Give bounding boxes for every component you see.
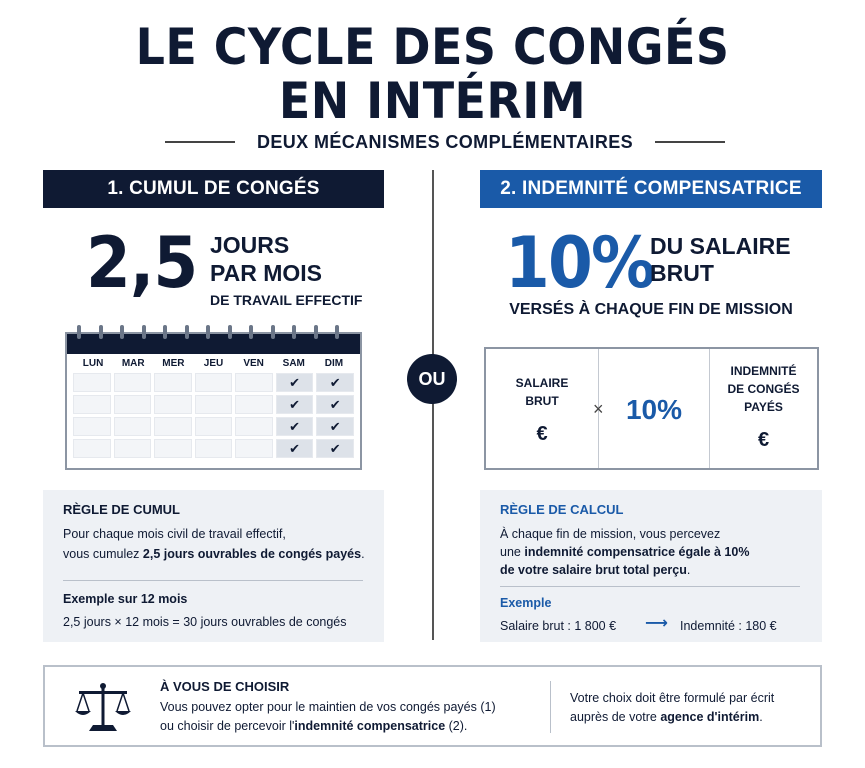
left-rule-box bbox=[43, 490, 384, 642]
calendar-cell bbox=[195, 439, 233, 458]
calendar-cell bbox=[195, 373, 233, 392]
calendar-day-label: DIM bbox=[324, 358, 344, 369]
calendar-ring bbox=[120, 325, 124, 339]
right-rule-text-2: une indemnité compensatrice égale à 10% bbox=[500, 545, 750, 559]
calendar-cell bbox=[73, 373, 111, 392]
right-rule-title: RÈGLE DE CALCUL bbox=[500, 502, 624, 517]
calendar-cell bbox=[114, 373, 152, 392]
check-icon: ✔ bbox=[276, 373, 314, 392]
left-header: 1. CUMUL DE CONGÉS bbox=[43, 170, 384, 208]
right-rule-text-1: À chaque fin de mission, vous percevez bbox=[500, 527, 721, 541]
choice-divider bbox=[550, 681, 551, 733]
right-example-right: Indemnité : 180 € bbox=[680, 619, 777, 633]
calendar-ring bbox=[335, 325, 339, 339]
page-title-line1: LE CYCLE DES CONGÉS bbox=[135, 18, 730, 76]
right-example-title: Exemple bbox=[500, 596, 552, 610]
page-subtitle: DEUX MÉCANISMES COMPLÉMENTAIRES bbox=[256, 132, 634, 152]
right-big-text-2: BRUT bbox=[650, 260, 714, 286]
formula-indemnity-label-2: DE CONGÉS bbox=[727, 382, 800, 396]
calendar-ring bbox=[228, 325, 232, 339]
choice-box bbox=[43, 665, 822, 747]
check-icon: ✔ bbox=[276, 439, 314, 458]
formula-rate-value: 10% bbox=[625, 394, 683, 425]
calendar-ring bbox=[163, 325, 167, 339]
calendar-cell bbox=[114, 395, 152, 414]
left-rule-text-1: Pour chaque mois civil de travail effectif, bbox=[63, 527, 286, 541]
calendar-cell bbox=[73, 395, 111, 414]
choice-note-1: Votre choix doit être formulé par écrit bbox=[570, 691, 775, 705]
calendar-ring bbox=[249, 325, 253, 339]
calendar-cell bbox=[154, 417, 192, 436]
right-big-text-1: DU SALAIRE bbox=[650, 233, 791, 259]
formula-col-salary bbox=[486, 349, 599, 468]
left-rule-text-2: vous cumulez 2,5 jours ouvrables de congés payés. bbox=[63, 547, 365, 561]
left-example-title: Exemple sur 12 mois bbox=[63, 592, 188, 606]
choice-note bbox=[570, 689, 774, 727]
formula-col-rate bbox=[593, 349, 709, 468]
calendar-day-label: LUN bbox=[82, 358, 104, 369]
scale-icon bbox=[73, 681, 133, 733]
calendar-ring bbox=[99, 325, 103, 339]
calendar-cell bbox=[235, 417, 273, 436]
right-example-arrow-icon: ⟶ bbox=[645, 615, 668, 632]
calendar-ring bbox=[206, 325, 210, 339]
calendar-ring bbox=[271, 325, 275, 339]
check-icon: ✔ bbox=[316, 439, 354, 458]
calendar-cell bbox=[154, 395, 192, 414]
calendar-ring bbox=[77, 325, 81, 339]
calendar-ring bbox=[292, 325, 296, 339]
left-big-text-2: PAR MOIS bbox=[210, 260, 323, 286]
calendar-illustration bbox=[65, 332, 362, 470]
calendar-day-label: MAR bbox=[121, 358, 145, 369]
right-example-left: Salaire brut : 1 800 € bbox=[500, 619, 617, 633]
calendar-rings bbox=[67, 325, 360, 341]
calendar-grid bbox=[67, 369, 360, 462]
check-icon: ✔ bbox=[316, 373, 354, 392]
formula-indemnity-label-1: INDEMNITÉ bbox=[730, 364, 797, 378]
formula-salary-label-1: SALAIRE bbox=[515, 376, 569, 390]
formula-box bbox=[484, 347, 819, 470]
formula-salary-euro: € bbox=[536, 423, 548, 445]
or-badge: OU bbox=[407, 354, 457, 404]
calendar-ring bbox=[314, 325, 318, 339]
check-icon: ✔ bbox=[276, 395, 314, 414]
calendar-ring bbox=[185, 325, 189, 339]
subtitle-rule-right bbox=[655, 141, 725, 143]
formula-salary-label-2: BRUT bbox=[525, 394, 559, 408]
check-icon: ✔ bbox=[316, 395, 354, 414]
calendar-cell bbox=[235, 439, 273, 458]
left-big-text-3: DE TRAVAIL EFFECTIF bbox=[210, 292, 363, 308]
calendar-header-bar bbox=[67, 334, 360, 354]
center-divider bbox=[432, 170, 434, 640]
left-rule-title: RÈGLE DE CUMUL bbox=[63, 502, 180, 517]
formula-times-operator: × bbox=[593, 399, 604, 419]
right-header: 2. INDEMNITÉ COMPENSATRICE bbox=[480, 170, 822, 208]
formula-indemnity-euro: € bbox=[757, 429, 770, 451]
calendar-day-label: JEU bbox=[203, 358, 224, 369]
page-title-line2: EN INTÉRIM bbox=[278, 72, 587, 130]
left-big-number: 2,5 bbox=[86, 222, 198, 304]
check-icon: ✔ bbox=[276, 417, 314, 436]
right-big-text-3: VERSÉS À CHAQUE FIN DE MISSION bbox=[509, 301, 793, 318]
choice-title: À VOUS DE CHOISIR bbox=[160, 679, 290, 694]
calendar-day-labels bbox=[67, 354, 360, 369]
calendar-cell bbox=[195, 395, 233, 414]
calendar-ring bbox=[142, 325, 146, 339]
right-rule-text-3: de votre salaire brut total perçu. bbox=[500, 563, 691, 577]
choice-text bbox=[160, 698, 496, 736]
right-big-number: 10% bbox=[505, 222, 654, 304]
calendar-cell bbox=[114, 439, 152, 458]
left-big-text-1: JOURS bbox=[210, 232, 290, 258]
right-rule-box bbox=[480, 490, 822, 642]
calendar-cell bbox=[235, 373, 273, 392]
calendar-cell bbox=[114, 417, 152, 436]
subtitle-block bbox=[165, 130, 725, 154]
right-rule-divider bbox=[500, 586, 800, 587]
subtitle-rule-left bbox=[165, 141, 235, 143]
choice-text-2: ou choisir de percevoir l'indemnité compensatrice (2). bbox=[160, 719, 468, 733]
calendar-cell bbox=[73, 439, 111, 458]
choice-note-2: auprès de votre agence d'intérim. bbox=[570, 710, 763, 724]
choice-text-1: Vous pouvez opter pour le maintien de vos congés payés (1) bbox=[160, 700, 496, 714]
left-example-text: 2,5 jours × 12 mois = 30 jours ouvrables de congés bbox=[63, 615, 347, 629]
check-icon: ✔ bbox=[316, 417, 354, 436]
calendar-day-label: SAM bbox=[282, 358, 305, 369]
calendar-cell bbox=[73, 417, 111, 436]
calendar-day-label: MER bbox=[162, 358, 185, 369]
left-rule-divider bbox=[63, 580, 363, 581]
formula-indemnity-label-3: PAYÉS bbox=[744, 400, 783, 414]
calendar-cell bbox=[195, 417, 233, 436]
formula-col-indemnity bbox=[709, 349, 817, 468]
calendar-cell bbox=[154, 439, 192, 458]
calendar-cell bbox=[154, 373, 192, 392]
calendar-day-label: VEN bbox=[243, 358, 264, 369]
calendar-cell bbox=[235, 395, 273, 414]
